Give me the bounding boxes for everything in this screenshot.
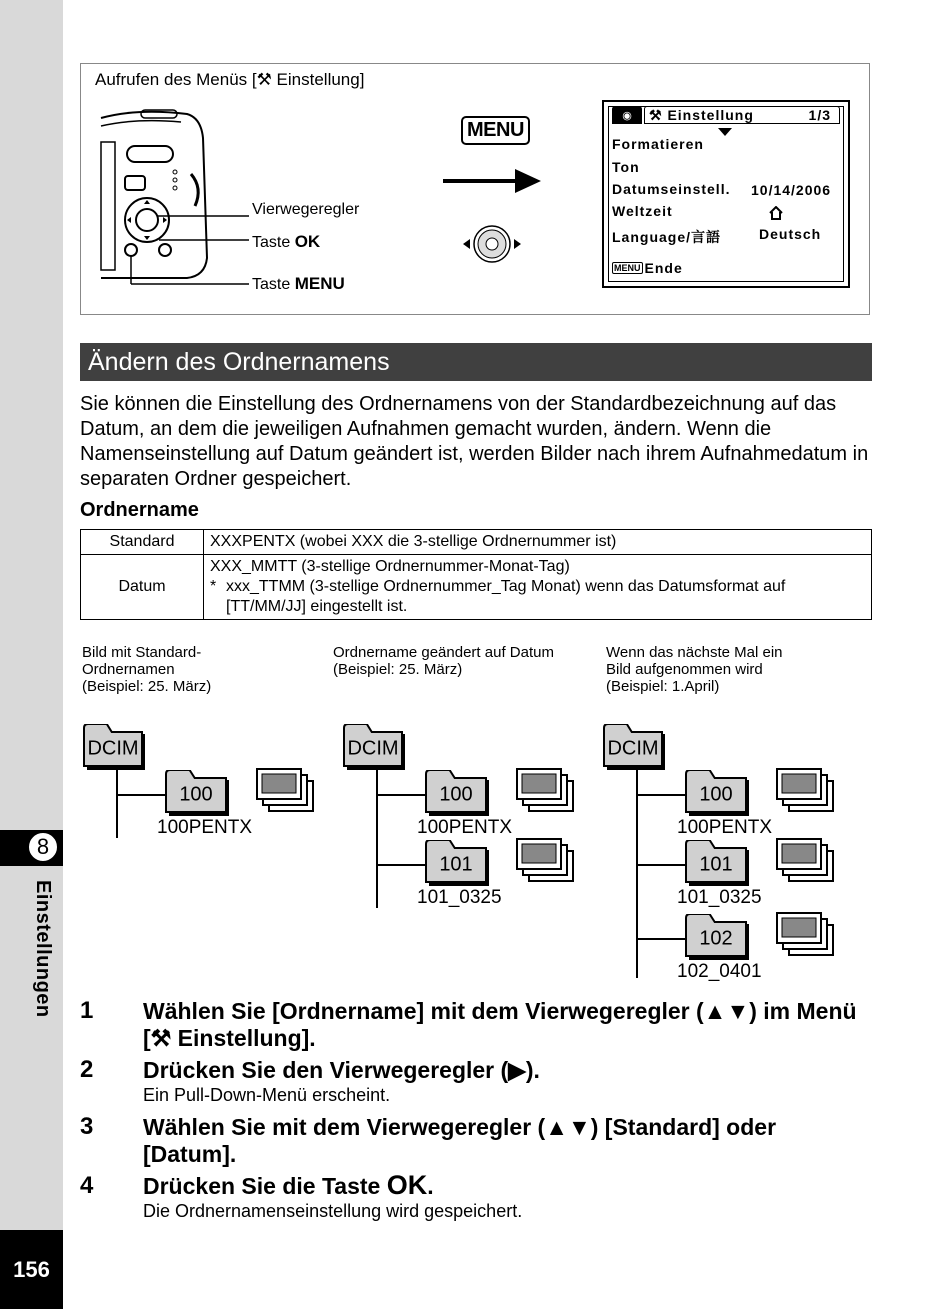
- svg-text:DCIM: DCIM: [347, 737, 399, 760]
- svg-text:DCIM: DCIM: [87, 737, 139, 760]
- images-stack-icon: [776, 838, 836, 884]
- subfolder-icon: [164, 770, 234, 820]
- tree-connector: [636, 938, 686, 942]
- cursor-down-icon: [718, 128, 732, 136]
- caption-next: Wenn das nächste Mal ein Bild aufgenommen wird (Beispiel: 1.April): [606, 644, 783, 695]
- menu-button-icon: MENU: [461, 116, 530, 145]
- images-stack-icon: [516, 838, 576, 884]
- svg-text:DCIM: DCIM: [607, 737, 659, 760]
- chapter-title: Einstellungen: [32, 880, 54, 1018]
- subfolder-icon: [684, 840, 754, 890]
- dial-label: Vierwegeregler: [252, 201, 360, 218]
- ok-key-label: Taste OK: [252, 232, 321, 251]
- caption-date: Ordnername geändert auf Datum (Beispiel: 25. März): [333, 644, 554, 678]
- lcd-language-value: Deutsch: [759, 226, 822, 242]
- step-number: 1: [80, 997, 94, 1024]
- step-number: 2: [80, 1056, 94, 1083]
- images-stack-icon: [776, 768, 836, 814]
- table-cell: XXX_MMTT (3-stellige Ordnernummer-Monat-Tag) * xxx_TTMM (3-stellige Ordnernummer_Tag Monat) wenn das Datumsformat auf [TT/MM/JJ] eingestellt ist.: [204, 555, 872, 620]
- lcd-footer: MENU Ende: [614, 260, 683, 276]
- table-cell: XXXPENTX (wobei XXX die 3-stellige Ordnernummer ist): [204, 530, 872, 555]
- lcd-item-worldtime: Weltzeit: [612, 203, 673, 219]
- svg-text:102: 102: [699, 927, 733, 950]
- tree-connector: [116, 766, 120, 838]
- folder-name-label: 102_0401: [677, 961, 762, 982]
- table-row: [81, 530, 872, 555]
- lcd-item-format: Formatieren: [612, 136, 704, 152]
- chapter-number: 8: [27, 831, 59, 863]
- tree-connector: [116, 794, 166, 798]
- images-stack-icon: [776, 912, 836, 958]
- lcd-date-value: 10/14/2006: [751, 182, 832, 198]
- section-heading: Ändern des Ordnernamens: [80, 343, 872, 381]
- step-number: 4: [80, 1172, 94, 1199]
- folder-name-label: 101_0325: [417, 887, 502, 908]
- step-text: Drücken Sie den Vierwegeregler (▶).: [143, 1057, 540, 1083]
- images-stack-icon: [256, 768, 316, 814]
- folder-name-label: 100PENTX: [157, 817, 253, 838]
- menu-access-box: [80, 63, 870, 315]
- dcim-folder-icon: [602, 724, 670, 774]
- folder-name-label: 101_0325: [677, 887, 762, 908]
- folder-name-table: [80, 529, 872, 620]
- intro-paragraph: Sie können die Einstellung des Ordnernamens von der Standardbezeichnung auf das Datum, an dem die jeweiligen Aufnahmen gemacht wurden, ändern. Wenn die Namenseinstellung auf Datum geändert ist, werden Bilder nach ihrem Aufnahmedatum in separaten Ordner gespeichert.: [80, 393, 869, 490]
- folder-name-label: 100PENTX: [417, 817, 513, 838]
- subfolder-icon: [684, 770, 754, 820]
- table-cell: Standard: [81, 530, 204, 555]
- subheading: Ordnername: [80, 499, 199, 521]
- lcd-setup-menu: [602, 100, 850, 288]
- step-subtext: Die Ordnernamenseinstellung wird gespeichert.: [143, 1201, 523, 1221]
- menu-key-label: Taste MENU: [252, 274, 345, 293]
- subfolder-icon: [424, 770, 494, 820]
- menu-access-title: Aufrufen des Menüs [⚒ Einstellung]: [95, 70, 365, 89]
- step-text: Drücken Sie die Taste OK.: [143, 1170, 434, 1200]
- arrow-right-icon: [443, 167, 543, 195]
- dcim-folder-icon: [82, 724, 150, 774]
- lcd-item-date: Datumseinstell.: [612, 181, 731, 197]
- lcd-item-sound: Ton: [612, 159, 640, 175]
- svg-text:100: 100: [699, 783, 733, 806]
- caption-standard: Bild mit Standard- Ordnernamen (Beispiel: 25. März): [82, 644, 212, 695]
- home-icon: [768, 206, 784, 220]
- page-number: 156: [0, 1230, 63, 1309]
- tree-connector: [376, 864, 426, 868]
- camera-illustration: [97, 108, 257, 298]
- step-number: 3: [80, 1113, 94, 1140]
- step-text: Wählen Sie mit dem Vierwegeregler (▲▼) [Standard] oder [Datum].: [143, 1114, 777, 1167]
- svg-text:101: 101: [439, 853, 473, 876]
- lcd-item-language: Language/言語: [612, 229, 722, 245]
- images-stack-icon: [516, 768, 576, 814]
- step-subtext: Ein Pull-Down-Menü erscheint.: [143, 1085, 391, 1105]
- tree-connector: [376, 794, 426, 798]
- dcim-folder-icon: [342, 724, 410, 774]
- tree-connector: [376, 766, 380, 908]
- svg-text:100: 100: [179, 783, 213, 806]
- four-way-controller-icon: [461, 222, 523, 266]
- table-cell: Datum: [81, 555, 204, 620]
- setup-tab: ⚒ Einstellung 1/3: [644, 106, 840, 124]
- camera-tab-icon: ◉: [612, 106, 642, 124]
- tree-connector: [636, 864, 686, 868]
- table-row: [81, 555, 872, 620]
- svg-text:100: 100: [439, 783, 473, 806]
- tree-connector: [636, 794, 686, 798]
- subfolder-icon: [684, 914, 754, 964]
- svg-text:101: 101: [699, 853, 733, 876]
- subfolder-icon: [424, 840, 494, 890]
- folder-name-label: 100PENTX: [677, 817, 773, 838]
- step-text: Wählen Sie [Ordnername] mit dem Vierwegeregler (▲▼) im Menü [⚒ Einstellung].: [143, 998, 857, 1051]
